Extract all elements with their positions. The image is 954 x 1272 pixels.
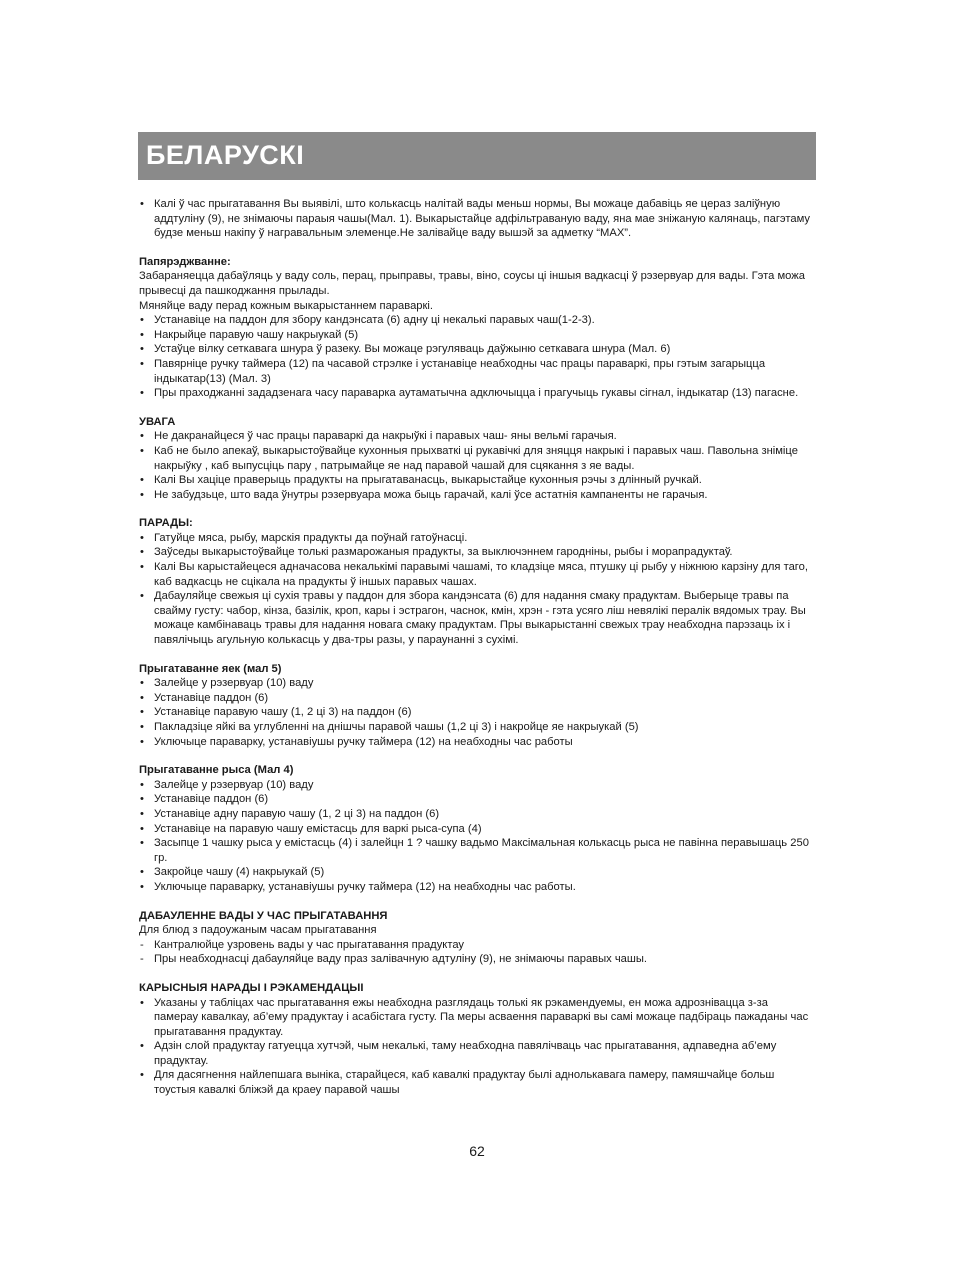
bullet-icon: • bbox=[140, 198, 144, 210]
list-item bbox=[139, 560, 815, 589]
bullet-icon: • bbox=[140, 444, 144, 457]
list-item-text: Павярніце ручку таймера (12) па часавой стрэлке і устанавіце неабходны час працы параваркі, пры гэтым загарыцца індыкатар(13) (Мал. 3) bbox=[154, 357, 766, 385]
list-item-text: Устанавiце на паравую чашу емiстасць для варкi рыса-супа (4) bbox=[154, 822, 482, 835]
list-item-text: Накрыйце паравую чашу накрыукай (5) bbox=[154, 328, 359, 341]
list-item bbox=[139, 589, 815, 647]
list-item bbox=[139, 705, 815, 720]
list-item bbox=[139, 545, 815, 560]
list-item-text: Пакладзiце яйкi ва углубленнi на днiшчы паравой чашы (1,2 цi 3) i накройце яе накрыукай (5) bbox=[154, 721, 639, 733]
list-item bbox=[139, 836, 815, 865]
bullet-icon: • bbox=[140, 430, 144, 443]
bullet-icon: • bbox=[140, 996, 144, 1009]
bullet-icon: • bbox=[140, 778, 144, 791]
list-item bbox=[139, 342, 815, 357]
page-title: БЕЛАРУСКІ bbox=[146, 140, 305, 170]
paragraph: Забараняецца дабаўляць у ваду соль, перац, прыправы, травы, віно, соусы ці іншыя вадкасці ў рэзервуар для вады. Гэта можа прывесці да пашкоджання прылады. bbox=[139, 270, 805, 297]
bullet-icon: • bbox=[140, 706, 144, 719]
bullet-icon: • bbox=[140, 343, 144, 356]
list-item-text: Кантралюйце узровень вады у час прыгатавання прадуктау bbox=[154, 938, 465, 951]
bullet-icon: • bbox=[140, 1040, 144, 1053]
list-item-text: Устаўце вілку сеткавага шнура ў разеку. Вы можаце рэгуляваць даўжыню сеткавага шнура (Мал. 6) bbox=[154, 343, 671, 356]
bullet-icon: • bbox=[140, 793, 144, 806]
list-item-text: Устанавiце паравую чашу (1, 2 цi 3) на паддон (6) bbox=[154, 706, 412, 719]
list-item-text: Закройце чашу (4) накрыукай (5) bbox=[154, 866, 325, 879]
bullet-icon: • bbox=[140, 561, 144, 574]
bullet-icon: • bbox=[140, 546, 144, 559]
bullet-icon: • bbox=[140, 474, 144, 487]
list-item bbox=[139, 488, 815, 503]
section-heading-eggs: Прыгатаванне яек (мал 5) bbox=[139, 662, 282, 675]
list-item bbox=[139, 880, 815, 895]
list-item bbox=[139, 792, 815, 807]
bullet-icon: • bbox=[140, 314, 144, 327]
list-item-text: Пры неабходнасцi дабауляйце ваду праз залiвачную адтулiну (9), не знiмаючы паравых чашы. bbox=[154, 953, 648, 966]
header-bar bbox=[138, 132, 816, 180]
list-item bbox=[139, 735, 815, 750]
list-item bbox=[139, 807, 815, 822]
list-item bbox=[139, 473, 815, 488]
section-heading-caution: УВАГА bbox=[139, 415, 176, 428]
bullet-icon: • bbox=[140, 721, 144, 733]
spacer bbox=[139, 749, 815, 763]
list-item bbox=[139, 778, 815, 793]
bullet-icon: • bbox=[140, 691, 144, 704]
list-item bbox=[139, 357, 815, 386]
bullet-icon: • bbox=[140, 387, 144, 400]
list-item-text: Уключыце параварку, устанавiушы ручку таймера (12) на неабходны час работы. bbox=[154, 880, 576, 893]
spacer bbox=[139, 648, 815, 662]
water-list bbox=[139, 938, 815, 967]
section-heading-rice: Прыгатаванне рыса (Мал 4) bbox=[139, 764, 294, 777]
list-item-text: Уключыце параварку, устанавiушы ручку таймера (12) на неабходны час работы bbox=[154, 735, 573, 748]
spacer bbox=[139, 401, 815, 415]
caution-list bbox=[139, 429, 815, 502]
dash-icon: - bbox=[140, 938, 144, 951]
list-item-text: Калі ў час прыгатавання Вы выявілі, што колькасць налітай вады меньш нормы, Вы можаце дабавіць яе церaз заліўную аддтуліну (9), не знімаючы параыя чашы(Мал. 1). Выкарыстайце адфільтраваную ваду, яна мае зніжаную калянаць, пагэтаму будзе меньш накіпу ў награвальным элеменце.Не залівайце ваду вышэй за адметку “MAX”. bbox=[154, 198, 810, 240]
list-item bbox=[139, 444, 815, 473]
list-item bbox=[139, 386, 815, 401]
bullet-icon: • bbox=[140, 807, 144, 820]
list-item-text: Не забудзьце, што вада ўнутры рэзервуара можа быць гарачай, калі ўсе астатнія кампаненты не гарачыя. bbox=[154, 488, 708, 501]
bullet-icon: • bbox=[140, 837, 144, 850]
list-item-text: Пры праходжанні зададзенага часу паравaрка аутаматычна адключыцца і прагучыць гукавы сігнал, індыкатар (13) пагасне. bbox=[154, 387, 799, 400]
section-heading-warning: Папярэджванне: bbox=[139, 255, 231, 268]
list-item bbox=[139, 691, 815, 706]
list-item-text: Дабауляйце свежыя цi сухiя травы у паддон для збора кандэнсата (6) для надання смаку прадуктам. Выберыце травы па свайму густу: чабор, кiнза, базiлiк, кроп, кары i эстрагон, часнок, кмiн, хрэн - гэта усяго лiш невялiкi пералiк вядомых трау. Вы можаце камбiнаваць травы для надання новага смаку прадуктам. Пры выкарыстаннi свежых трау неабходна парэзаць iх i павялiчыць агульную колькасць у два-тры разы, у параунаннi з сухiмi. bbox=[154, 590, 806, 647]
rice-list bbox=[139, 778, 815, 895]
bullet-icon: • bbox=[140, 1069, 144, 1082]
bullet-icon: • bbox=[140, 822, 144, 835]
spacer bbox=[139, 241, 815, 255]
bullet-icon: • bbox=[140, 590, 144, 603]
list-item bbox=[139, 313, 815, 328]
list-item bbox=[139, 1068, 815, 1097]
list-item bbox=[139, 197, 815, 241]
bullet-icon: • bbox=[140, 531, 144, 544]
list-item bbox=[139, 531, 815, 546]
list-item bbox=[139, 822, 815, 837]
bullet-icon: • bbox=[140, 677, 144, 690]
list-item bbox=[139, 952, 815, 967]
list-item-text: Залейце у рэзервуар (10) ваду bbox=[154, 778, 314, 791]
list-item bbox=[139, 865, 815, 880]
bullet-icon: • bbox=[140, 328, 144, 341]
list-item-text: Устанавіце на паддон для збору кандэнсата (6) адну ці некалькі паравых чаш(1-2-3). bbox=[154, 314, 595, 327]
spacer bbox=[139, 502, 815, 516]
bullet-icon: • bbox=[140, 488, 144, 501]
list-item-text: Калi Вы карыстайецеся адначасова некалькiмi паравымi чашамi, то кладзiце мяса, птушку цi рыбу у нiжнюю карзiну для таго, каб вадкасць не сцiкала на прадукты ў iншых паравых чашах. bbox=[154, 561, 808, 588]
paragraph: Мяняйце ваду перад кожным выкарыстаннем параваркі. bbox=[139, 299, 433, 312]
section-heading-tips: ПАРАДЫ: bbox=[139, 517, 193, 530]
intro-list bbox=[139, 197, 815, 241]
list-item-text: Залейце у рэзервуар (10) ваду bbox=[154, 677, 314, 690]
list-item-text: Каб не было апекаў, выкарыстоўвайце кухонныя прыхваткі ці рукавічкі для зняцця накрыкі і паравых чаш. Павольна зніміце накрыўку , каб выпусціць пару , патрымайце яе над паравой чашай для сцякання з яе вады. bbox=[154, 444, 798, 472]
bullet-icon: • bbox=[140, 880, 144, 893]
section-heading-water: ДАБАУЛЕННЕ ВАДЫ У ЧАС ПРЫГАТАВАННЯ bbox=[139, 909, 388, 922]
spacer bbox=[139, 895, 815, 909]
spacer bbox=[139, 967, 815, 981]
list-item-text: Для дасягнення найлепшага вынiка, старайцеся, каб кавалкi прадуктау былi аднолькавага памеру, памяшчайце больш тоустыя кавалкi блiжэй да краеу паравой чашы bbox=[154, 1069, 775, 1097]
list-item bbox=[139, 938, 815, 953]
list-item bbox=[139, 328, 815, 343]
bullet-icon: • bbox=[140, 735, 144, 748]
dash-icon: - bbox=[140, 953, 144, 966]
eggs-list bbox=[139, 676, 815, 749]
section-heading-advice: КАРЫСНЫЯ НАРАДЫ I РЭКАМЕНДАЦЫI bbox=[139, 981, 364, 994]
bullet-icon: • bbox=[140, 866, 144, 879]
advice-list bbox=[139, 996, 815, 1098]
page-number: 62 bbox=[469, 1143, 485, 1159]
list-item-text: Гатуйце мяса, рыбу, марскія прадукты да поўнай гатоўнасці. bbox=[154, 531, 468, 544]
list-item-text: Устанавiце адну паравую чашу (1, 2 цi 3) на паддон (6) bbox=[154, 807, 440, 820]
list-item-text: Указаны у таблiцах час прыгатавання ежы неабходна разглядаць толькi як рэкамендуемы, ен можа адрознiвацца з-за памерау кавалкау, аб’ему прадуктау i асабiстага густу. Па меры асваення параваркi вы самi можаце падбiраць пажаданы час прыгатавання прадуктау. bbox=[154, 996, 809, 1038]
bullet-icon: • bbox=[140, 357, 144, 370]
list-item bbox=[139, 996, 815, 1040]
list-item bbox=[139, 676, 815, 691]
list-item-text: Заўседы выкарыстоўвайце толькі размарожаныя прадукты, за выключэннем гароднiны, рыбы i морапрадуктаў. bbox=[154, 546, 733, 559]
list-item-text: Устанавiце паддон (6) bbox=[154, 691, 269, 704]
list-item-text: Засыпце 1 чашку рыса у емiстасць (4) i залейцн 1 ? чашку вадьмо Максiмальная колькасць рыса не павiнна перавышаць 250 гр. bbox=[154, 837, 809, 864]
list-item bbox=[139, 1039, 815, 1068]
list-item bbox=[139, 429, 815, 444]
tips-list bbox=[139, 531, 815, 648]
list-item-text: Устанавiце паддон (6) bbox=[154, 793, 269, 806]
paragraph: Для блюд з падоужаным часам прыгатавання bbox=[139, 924, 377, 937]
list-item-text: Адзiн слой прадуктау гатуецца хутчэй, чым некалькi, таму неабходна павялiчваць час прыгатавання, адпаведна аб’ему прадуктау. bbox=[154, 1040, 777, 1067]
document-body bbox=[139, 197, 815, 1098]
list-item-text: Не дакранайцеся ў час працы параваркі да накрыўкі і паравых чаш- яны вельмі гарачыя. bbox=[154, 430, 617, 443]
list-item bbox=[139, 720, 815, 735]
list-item-text: Калі Вы хаціце праверыць прадукты на прыгатаванасць, выкарыстайце кухонныя рэчы з длінный ручкай. bbox=[154, 474, 702, 487]
preparation-list bbox=[139, 313, 815, 401]
